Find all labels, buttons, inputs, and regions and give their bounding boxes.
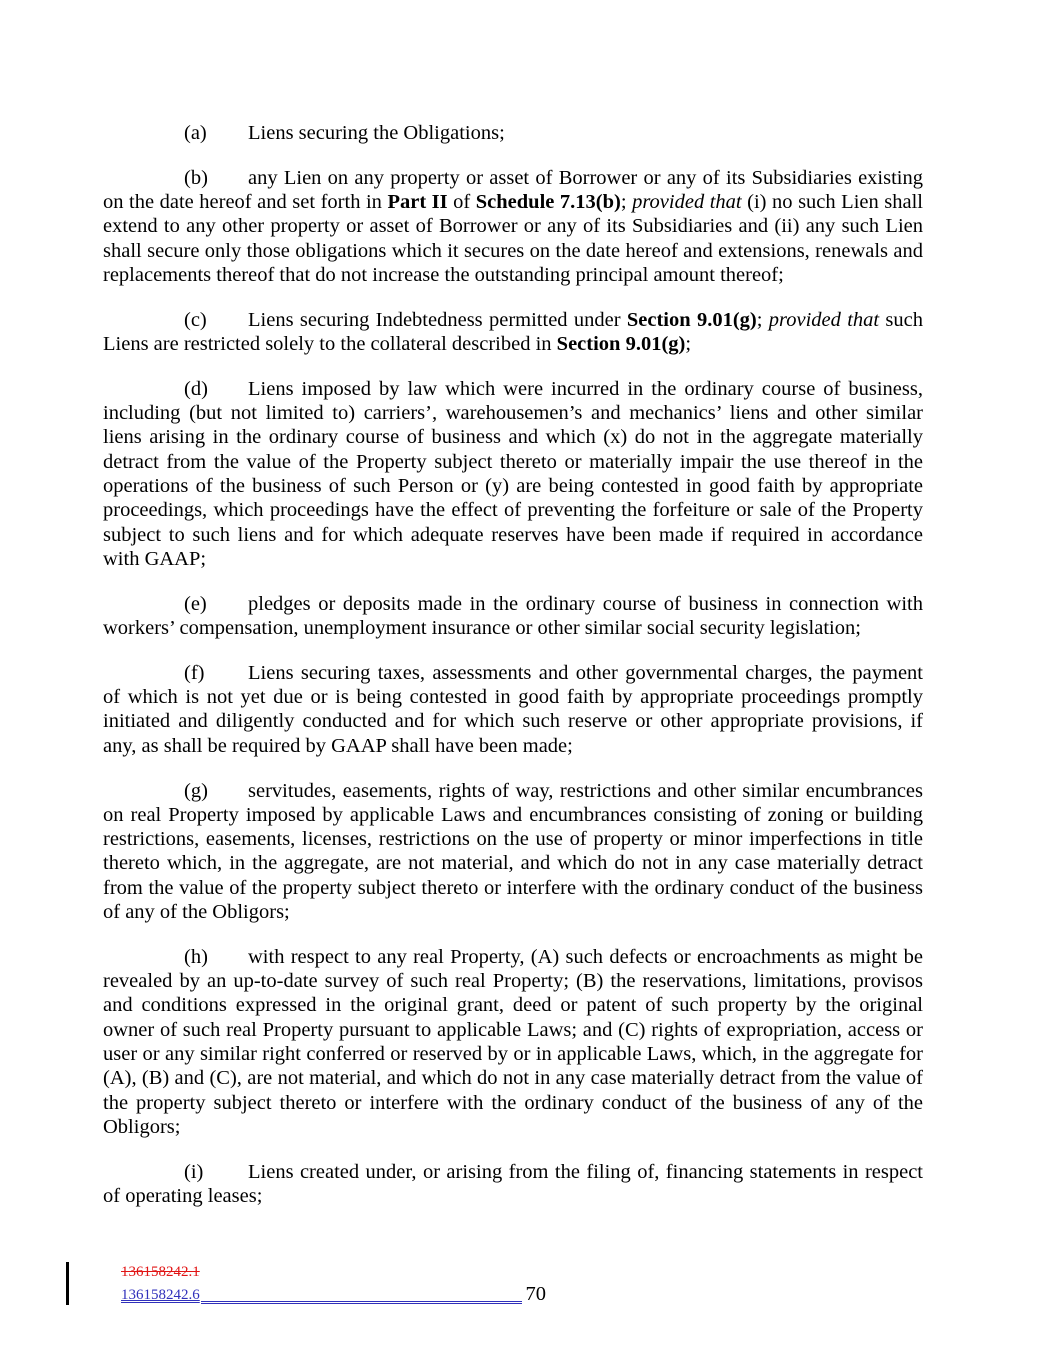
paragraph-text-segment: Liens securing taxes, assessments and other governmental charges, the payment of which is not yet due or is being contested in good faith by appropriate proceedings promptly initiated and diligently conducted and for which such reserve or other appropriate provisions, if any, as shall be required by GAAP shall have been made; (103, 661, 923, 757)
paragraph-text-segment: ; (685, 333, 692, 356)
footer-tab-underline (201, 1301, 522, 1304)
paragraph-text-segment: ; (756, 308, 769, 331)
paragraph-text-segment: Liens securing Indebtedness permitted under (248, 308, 627, 331)
paragraph-text-segment: Part II (387, 191, 448, 214)
paragraph-text-segment: provided that (632, 191, 742, 214)
paragraph-text-segment: with respect to any real Property, (A) such defects or encroachments as might be revealed by an up-to-date survey of such real Property; (B) the reservations, limitations, provisos and conditions expressed in the original grant, deed or patent of such property by the original owner of such real Property pursuant to applicable Laws; and (C) rights of expropriation, access or user or any similar right conferred or reserved by or in applicable Laws, which, in the aggregate for (A), (B) and (C), are not material, and which do not in any case materially detract from the value of the property subject thereto or interfere with the ordinary conduct of the business of any of the Obligors; (103, 945, 923, 1138)
paragraph-text-segment: Liens imposed by law which were incurred in the ordinary course of business, including (but not limited to) carriers’, warehousemen’s and mechanics’ liens and other similar liens arising in the ordinary course of business and which (x) do not in the aggregate materially detract from the value of the Property subject thereto or materially impair the use thereof in the operations of the business of such Person or (y) are being contested in good faith by appropriate proceedings, which proceedings have the effect of preventing the forfeiture or sale of the Property subject to such liens and for which adequate reserves have been made if required in accordance with GAAP; (103, 377, 923, 570)
footer-inserted-row (121, 1283, 546, 1306)
paragraph-label: (c) (184, 308, 207, 331)
paragraph-f (103, 661, 923, 758)
paragraph-text-segment: of (447, 191, 476, 214)
paragraph-text-segment: Liens created under, or arising from the filing of, financing statements in respect of operating leases; (103, 1160, 923, 1207)
paragraph-text-segment: such Liens are restricted solely to the collateral described in (103, 308, 923, 356)
paragraph-label: (e) (184, 592, 207, 615)
paragraph-e (103, 592, 923, 641)
paragraph-text-segment: provided that (768, 308, 880, 331)
page-footer (121, 1261, 546, 1306)
paragraph-text-segment: pledges or deposits made in the ordinary course of business in connection with workers’ compensation, unemployment insurance or other similar social security legislation; (103, 592, 923, 640)
paragraph-text-segment: Schedule 7.13(b) (475, 191, 621, 214)
footer-deleted-doc-number: 136158242.1 (121, 1264, 200, 1280)
paragraph-b (103, 166, 923, 287)
document-body (103, 121, 923, 1229)
paragraph-label: (h) (184, 945, 208, 968)
paragraph-text-segment: servitudes, easements, rights of way, restrictions and other similar encumbrances on real Property imposed by applicable Laws and encumbrances consisting of zoning or building restrictions, easements, licenses, restrictions on the use of property or minor imperfections in title thereto which, in the aggregate, are not material, and which do not in any case materially detract from the value of the property subject thereto or interfere with the ordinary conduct of the business of any of the Obligors; (103, 779, 923, 924)
paragraph-text-segment: ; (620, 191, 633, 214)
paragraph-label: (g) (184, 779, 208, 802)
paragraph-g (103, 779, 923, 925)
paragraph-label: (a) (184, 122, 207, 144)
paragraph-c (103, 308, 923, 357)
paragraph-label: (i) (184, 1160, 204, 1183)
paragraph-text-segment: Section 9.01(g) (556, 333, 686, 356)
paragraph-text-segment: (i) no such Lien shall extend to any other property or asset of Borrower or any of its Subsidiaries and (ii) any such Lien shall secure only those obligations which it secures on the date hereof and extensions, renewals and replacements thereof that do not increase the outstanding principal amount thereof; (103, 191, 923, 286)
paragraph-text-segment: Liens securing the Obligations; (248, 122, 505, 144)
paragraph-label: (b) (184, 166, 208, 189)
paragraph-a (103, 121, 923, 145)
footer-inserted-doc-number: 136158242.6 (121, 1287, 200, 1303)
paragraph-label: (d) (184, 377, 208, 400)
paragraph-h (103, 945, 923, 1139)
paragraph-label: (f) (184, 661, 205, 684)
paragraph-text-segment: Section 9.01(g) (626, 308, 757, 331)
page-number: 70 (525, 1283, 546, 1305)
paragraph-text-segment: any Lien on any property or asset of Borrower or any of its Subsidiaries existing on the date hereof and set forth in (103, 166, 923, 214)
paragraph-i (103, 1160, 923, 1209)
paragraph-d (103, 377, 923, 571)
revision-change-bar (66, 1262, 69, 1305)
